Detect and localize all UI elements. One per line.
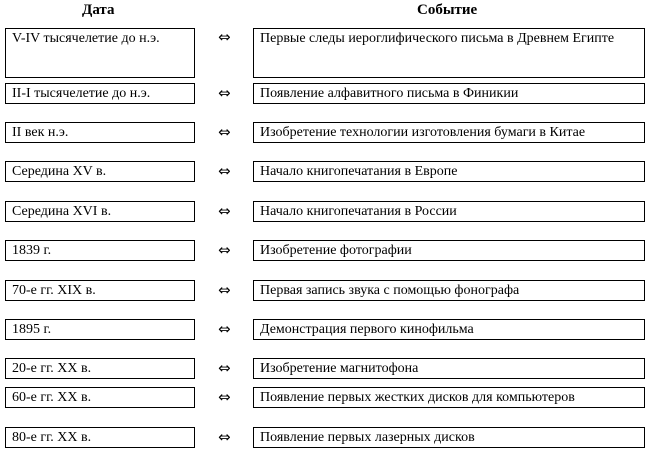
- double-arrow-icon: ⇔: [218, 123, 231, 141]
- date-cell: V-IV тысячелетие до н.э.: [5, 28, 195, 78]
- double-arrow-icon: ⇔: [218, 241, 231, 259]
- double-arrow-icon: ⇔: [218, 320, 231, 338]
- date-cell: Середина XV в.: [5, 161, 195, 182]
- double-arrow-icon: ⇔: [218, 359, 231, 377]
- event-cell: Первые следы иероглифического письма в Древнем Египте: [253, 28, 645, 78]
- double-arrow-icon: ⇔: [218, 202, 231, 220]
- date-cell: 20-е гг. XX в.: [5, 358, 195, 379]
- date-cell: 60-е гг. XX в.: [5, 387, 195, 408]
- event-cell: Начало книгопечатания в России: [253, 201, 645, 222]
- event-cell: Появление алфавитного письма в Финикии: [253, 83, 645, 104]
- date-cell: 70-е гг. XIX в.: [5, 280, 195, 301]
- double-arrow-icon: ⇔: [218, 428, 231, 446]
- double-arrow-icon: ⇔: [218, 84, 231, 102]
- event-cell: Начало книгопечатания в Европе: [253, 161, 645, 182]
- event-cell: Изобретение технологии изготовления бумаги в Китае: [253, 122, 645, 143]
- event-cell: Демонстрация первого кинофильма: [253, 319, 645, 340]
- double-arrow-icon: ⇔: [218, 281, 231, 299]
- event-cell: Изобретение магнитофона: [253, 358, 645, 379]
- event-cell: Появление первых лазерных дисков: [253, 427, 645, 448]
- date-cell: 1895 г.: [5, 319, 195, 340]
- double-arrow-icon: ⇔: [218, 162, 231, 180]
- event-cell: Первая запись звука с помощью фонографа: [253, 280, 645, 301]
- date-cell: II-I тысячелетие до н.э.: [5, 83, 195, 104]
- double-arrow-icon: ⇔: [218, 28, 231, 46]
- date-header: Дата: [82, 2, 115, 18]
- date-cell: Середина XVI в.: [5, 201, 195, 222]
- date-cell: 1839 г.: [5, 240, 195, 261]
- date-cell: II век н.э.: [5, 122, 195, 143]
- double-arrow-icon: ⇔: [218, 388, 231, 406]
- event-header: Событие: [417, 2, 478, 18]
- event-cell: Изобретение фотографии: [253, 240, 645, 261]
- event-cell: Появление первых жестких дисков для компьютеров: [253, 387, 645, 408]
- date-cell: 80-е гг. XX в.: [5, 427, 195, 448]
